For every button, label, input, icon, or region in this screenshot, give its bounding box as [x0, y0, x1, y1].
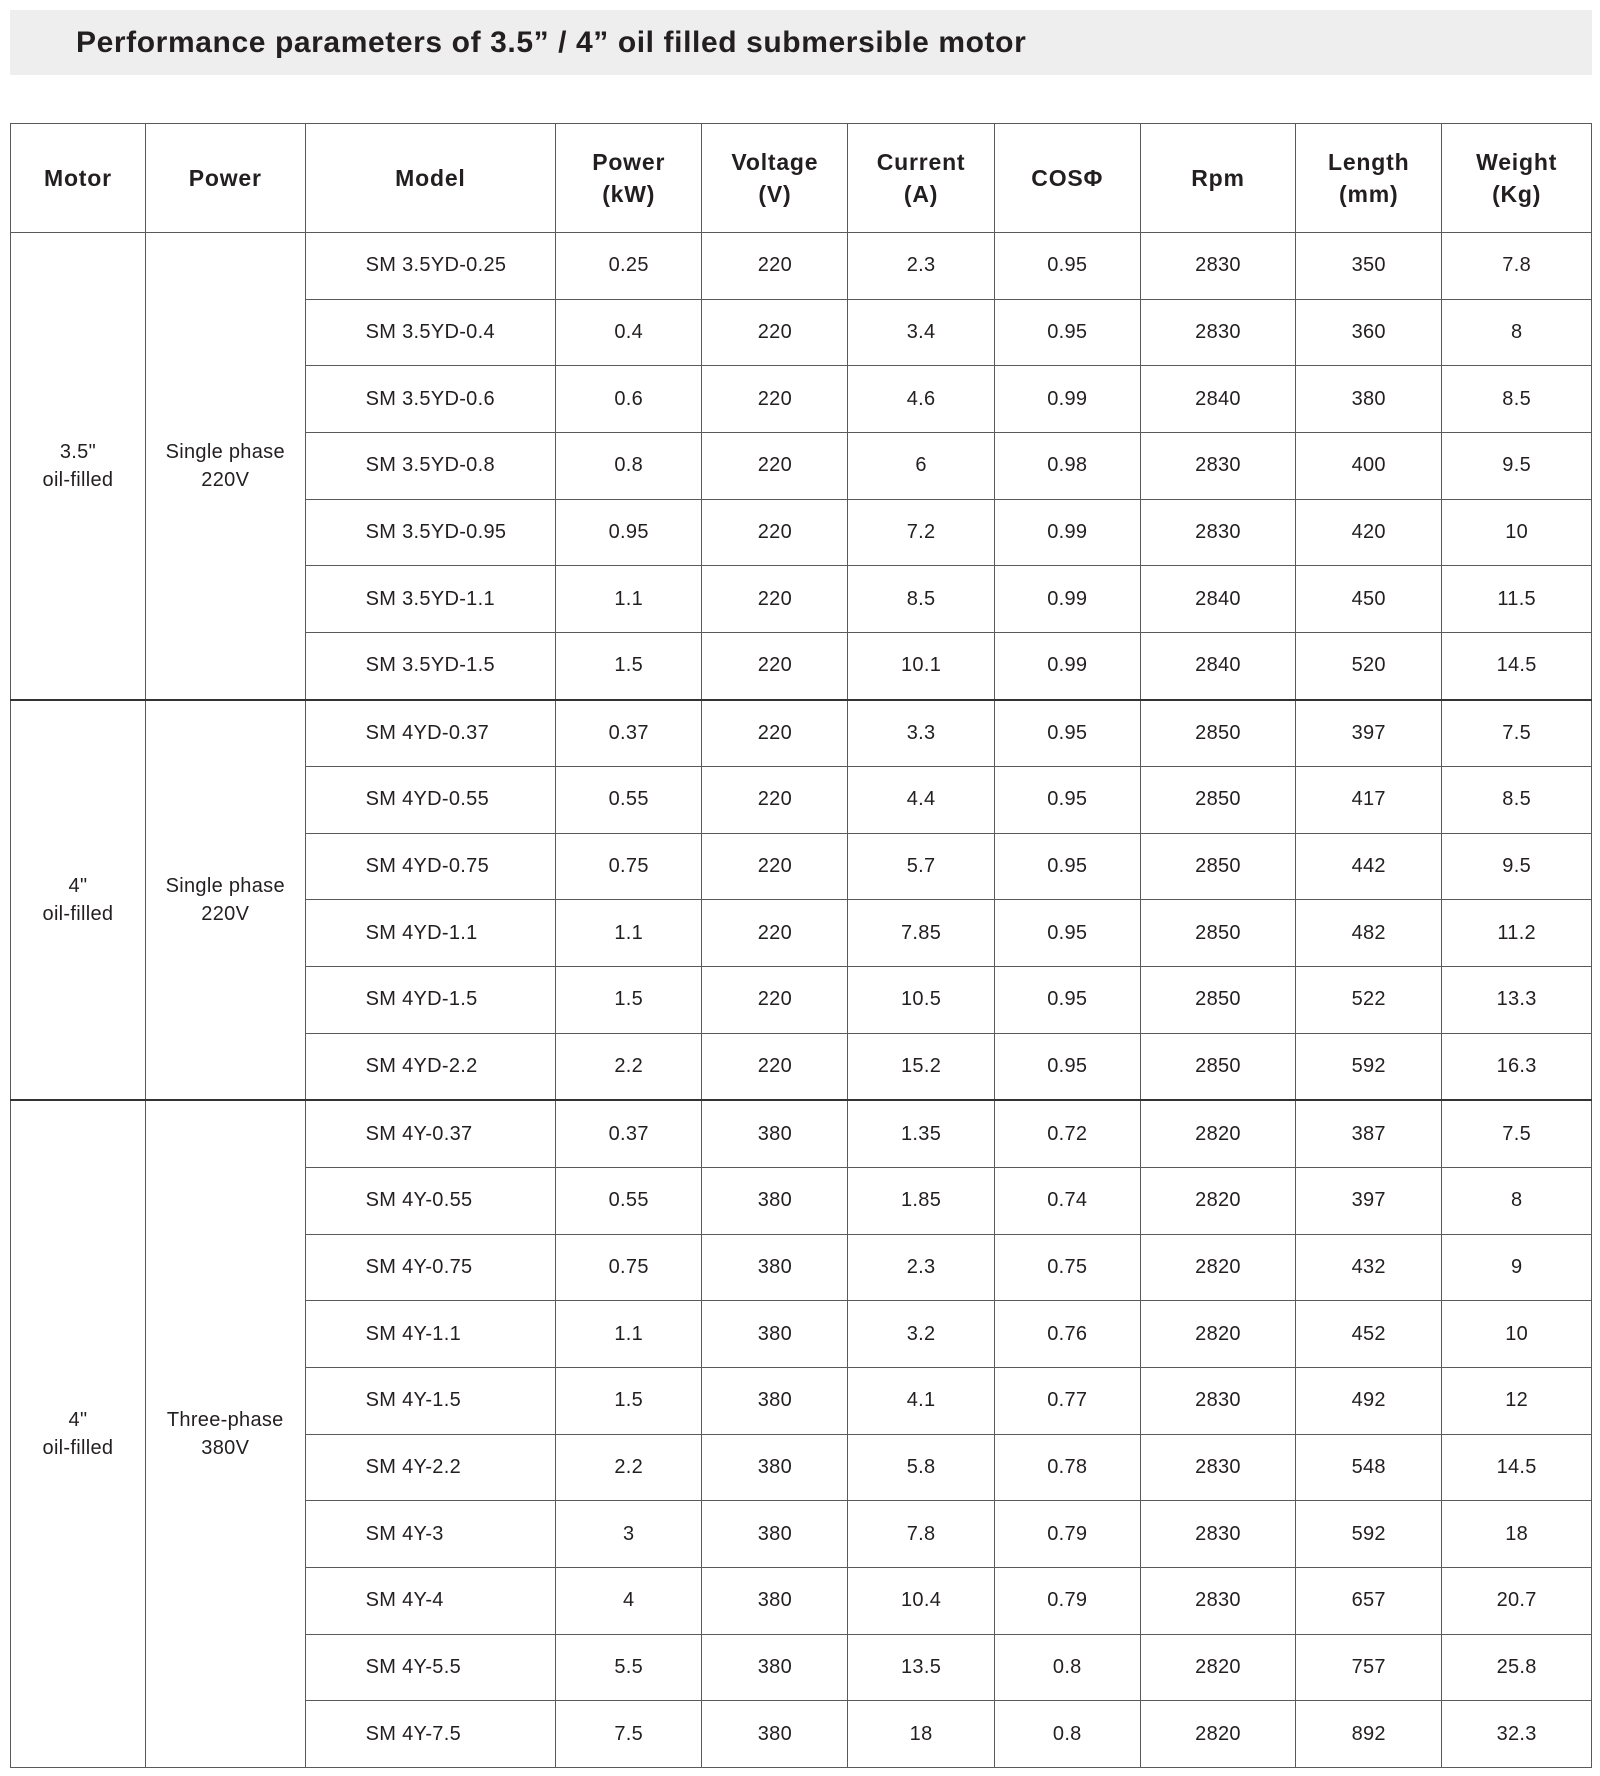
- cos-phi-cell: 0.99: [994, 632, 1140, 699]
- power-kw-cell: 1.1: [556, 566, 702, 633]
- cos-phi-cell: 0.8: [994, 1634, 1140, 1701]
- power-kw-cell: 0.75: [556, 833, 702, 900]
- current-cell: 10.5: [848, 967, 994, 1034]
- voltage-cell: 380: [702, 1634, 848, 1701]
- weight-cell: 9.5: [1442, 833, 1592, 900]
- length-cell: 432: [1296, 1234, 1442, 1301]
- voltage-cell: 380: [702, 1301, 848, 1368]
- cos-phi-cell: 0.95: [994, 233, 1140, 300]
- current-cell: 15.2: [848, 1033, 994, 1100]
- cos-phi-cell: 0.98: [994, 432, 1140, 499]
- voltage-cell: 220: [702, 366, 848, 433]
- power-supply-cell: Single phase 220V: [145, 233, 305, 700]
- cos-phi-cell: 0.99: [994, 499, 1140, 566]
- rpm-cell: 2830: [1140, 233, 1295, 300]
- current-cell: 4.1: [848, 1367, 994, 1434]
- rpm-cell: 2840: [1140, 632, 1295, 699]
- current-cell: 6: [848, 432, 994, 499]
- power-kw-cell: 0.25: [556, 233, 702, 300]
- length-cell: 400: [1296, 432, 1442, 499]
- length-cell: 387: [1296, 1100, 1442, 1167]
- model-cell: SM 3.5YD-1.1: [305, 566, 555, 633]
- rpm-cell: 2850: [1140, 700, 1295, 767]
- length-cell: 657: [1296, 1567, 1442, 1634]
- length-cell: 350: [1296, 233, 1442, 300]
- voltage-cell: 380: [702, 1367, 848, 1434]
- voltage-cell: 220: [702, 432, 848, 499]
- current-cell: 3.4: [848, 299, 994, 366]
- rpm-cell: 2850: [1140, 900, 1295, 967]
- voltage-cell: 220: [702, 900, 848, 967]
- motor-type-cell: 4" oil-filled: [11, 700, 146, 1101]
- model-cell: SM 4Y-5.5: [305, 1634, 555, 1701]
- length-cell: 592: [1296, 1501, 1442, 1568]
- current-cell: 10.4: [848, 1567, 994, 1634]
- rpm-cell: 2820: [1140, 1634, 1295, 1701]
- weight-cell: 7.5: [1442, 1100, 1592, 1167]
- weight-cell: 8.5: [1442, 366, 1592, 433]
- power-kw-cell: 2.2: [556, 1033, 702, 1100]
- voltage-cell: 380: [702, 1434, 848, 1501]
- current-cell: 5.8: [848, 1434, 994, 1501]
- voltage-cell: 220: [702, 499, 848, 566]
- current-cell: 8.5: [848, 566, 994, 633]
- current-cell: 3.2: [848, 1301, 994, 1368]
- weight-cell: 7.5: [1442, 700, 1592, 767]
- power-kw-cell: 0.75: [556, 1234, 702, 1301]
- model-cell: SM 4YD-1.1: [305, 900, 555, 967]
- power-kw-cell: 0.55: [556, 1168, 702, 1235]
- cos-phi-cell: 0.95: [994, 1033, 1140, 1100]
- cos-phi-cell: 0.95: [994, 299, 1140, 366]
- power-kw-cell: 3: [556, 1501, 702, 1568]
- cos-phi-cell: 0.74: [994, 1168, 1140, 1235]
- model-cell: SM 4Y-1.5: [305, 1367, 555, 1434]
- table-body: [11, 233, 1592, 1768]
- model-cell: SM 3.5YD-0.8: [305, 432, 555, 499]
- model-cell: SM 4Y-0.75: [305, 1234, 555, 1301]
- cos-phi-cell: 0.95: [994, 900, 1140, 967]
- page-title: Performance parameters of 3.5” / 4” oil filled submersible motor: [76, 25, 1027, 59]
- voltage-cell: 220: [702, 833, 848, 900]
- weight-cell: 12: [1442, 1367, 1592, 1434]
- weight-cell: 16.3: [1442, 1033, 1592, 1100]
- header-cos-phi: COSΦ: [994, 124, 1140, 233]
- power-kw-cell: 0.8: [556, 432, 702, 499]
- voltage-cell: 220: [702, 566, 848, 633]
- rpm-cell: 2850: [1140, 967, 1295, 1034]
- voltage-cell: 380: [702, 1567, 848, 1634]
- motor-type-cell: 4" oil-filled: [11, 1100, 146, 1767]
- length-cell: 592: [1296, 1033, 1442, 1100]
- current-cell: 3.3: [848, 700, 994, 767]
- current-cell: 18: [848, 1701, 994, 1768]
- model-cell: SM 4YD-2.2: [305, 1033, 555, 1100]
- power-kw-cell: 0.55: [556, 767, 702, 834]
- power-kw-cell: 1.5: [556, 967, 702, 1034]
- length-cell: 397: [1296, 1168, 1442, 1235]
- voltage-cell: 380: [702, 1501, 848, 1568]
- voltage-cell: 380: [702, 1701, 848, 1768]
- cos-phi-cell: 0.95: [994, 967, 1140, 1034]
- length-cell: 522: [1296, 967, 1442, 1034]
- model-cell: SM 4Y-7.5: [305, 1701, 555, 1768]
- weight-cell: 11.5: [1442, 566, 1592, 633]
- rpm-cell: 2820: [1140, 1301, 1295, 1368]
- model-cell: SM 4YD-0.55: [305, 767, 555, 834]
- weight-cell: 9: [1442, 1234, 1592, 1301]
- header-voltage: Voltage (V): [702, 124, 848, 233]
- header-length: Length (mm): [1296, 124, 1442, 233]
- cos-phi-cell: 0.77: [994, 1367, 1140, 1434]
- length-cell: 520: [1296, 632, 1442, 699]
- power-kw-cell: 1.1: [556, 1301, 702, 1368]
- model-cell: SM 3.5YD-0.6: [305, 366, 555, 433]
- length-cell: 452: [1296, 1301, 1442, 1368]
- cos-phi-cell: 0.76: [994, 1301, 1140, 1368]
- cos-phi-cell: 0.78: [994, 1434, 1140, 1501]
- model-cell: SM 4YD-0.75: [305, 833, 555, 900]
- header-current: Current (A): [848, 124, 994, 233]
- rpm-cell: 2850: [1140, 1033, 1295, 1100]
- power-kw-cell: 0.37: [556, 700, 702, 767]
- length-cell: 420: [1296, 499, 1442, 566]
- model-cell: SM 3.5YD-0.4: [305, 299, 555, 366]
- weight-cell: 10: [1442, 499, 1592, 566]
- length-cell: 450: [1296, 566, 1442, 633]
- current-cell: 2.3: [848, 1234, 994, 1301]
- current-cell: 7.85: [848, 900, 994, 967]
- voltage-cell: 380: [702, 1100, 848, 1167]
- header-weight: Weight (Kg): [1442, 124, 1592, 233]
- length-cell: 442: [1296, 833, 1442, 900]
- rpm-cell: 2850: [1140, 833, 1295, 900]
- length-cell: 417: [1296, 767, 1442, 834]
- length-cell: 757: [1296, 1634, 1442, 1701]
- rpm-cell: 2850: [1140, 767, 1295, 834]
- model-cell: SM 3.5YD-0.95: [305, 499, 555, 566]
- length-cell: 482: [1296, 900, 1442, 967]
- voltage-cell: 220: [702, 700, 848, 767]
- power-supply-cell: Single phase 220V: [145, 700, 305, 1101]
- weight-cell: 8: [1442, 299, 1592, 366]
- weight-cell: 11.2: [1442, 900, 1592, 967]
- rpm-cell: 2830: [1140, 1501, 1295, 1568]
- current-cell: 7.8: [848, 1501, 994, 1568]
- weight-cell: 25.8: [1442, 1634, 1592, 1701]
- weight-cell: 18: [1442, 1501, 1592, 1568]
- voltage-cell: 220: [702, 1033, 848, 1100]
- rpm-cell: 2830: [1140, 299, 1295, 366]
- weight-cell: 14.5: [1442, 632, 1592, 699]
- power-kw-cell: 0.95: [556, 499, 702, 566]
- header-row: [11, 124, 1592, 233]
- length-cell: 892: [1296, 1701, 1442, 1768]
- power-kw-cell: 1.5: [556, 1367, 702, 1434]
- voltage-cell: 220: [702, 299, 848, 366]
- model-cell: SM 4Y-4: [305, 1567, 555, 1634]
- rpm-cell: 2820: [1140, 1234, 1295, 1301]
- current-cell: 7.2: [848, 499, 994, 566]
- current-cell: 4.6: [848, 366, 994, 433]
- power-kw-cell: 1.1: [556, 900, 702, 967]
- header-power-kw: Power (kW): [556, 124, 702, 233]
- rpm-cell: 2820: [1140, 1701, 1295, 1768]
- model-cell: SM 4YD-0.37: [305, 700, 555, 767]
- weight-cell: 20.7: [1442, 1567, 1592, 1634]
- current-cell: 5.7: [848, 833, 994, 900]
- power-supply-cell: Three-phase 380V: [145, 1100, 305, 1767]
- rpm-cell: 2820: [1140, 1168, 1295, 1235]
- header-rpm: Rpm: [1140, 124, 1295, 233]
- rpm-cell: 2830: [1140, 1567, 1295, 1634]
- performance-table: [10, 123, 1592, 1768]
- current-cell: 2.3: [848, 233, 994, 300]
- rpm-cell: 2830: [1140, 499, 1295, 566]
- model-cell: SM 3.5YD-0.25: [305, 233, 555, 300]
- rpm-cell: 2830: [1140, 432, 1295, 499]
- motor-type-cell: 3.5" oil-filled: [11, 233, 146, 700]
- length-cell: 397: [1296, 700, 1442, 767]
- power-kw-cell: 0.37: [556, 1100, 702, 1167]
- voltage-cell: 220: [702, 767, 848, 834]
- voltage-cell: 380: [702, 1168, 848, 1235]
- header-power: Power: [145, 124, 305, 233]
- voltage-cell: 220: [702, 632, 848, 699]
- rpm-cell: 2840: [1140, 566, 1295, 633]
- cos-phi-cell: 0.72: [994, 1100, 1140, 1167]
- header-motor: Motor: [11, 124, 146, 233]
- cos-phi-cell: 0.99: [994, 566, 1140, 633]
- model-cell: SM 3.5YD-1.5: [305, 632, 555, 699]
- rpm-cell: 2830: [1140, 1367, 1295, 1434]
- weight-cell: 8: [1442, 1168, 1592, 1235]
- model-cell: SM 4Y-0.55: [305, 1168, 555, 1235]
- cos-phi-cell: 0.95: [994, 833, 1140, 900]
- length-cell: 360: [1296, 299, 1442, 366]
- model-cell: SM 4Y-0.37: [305, 1100, 555, 1167]
- weight-cell: 8.5: [1442, 767, 1592, 834]
- current-cell: 10.1: [848, 632, 994, 699]
- rpm-cell: 2840: [1140, 366, 1295, 433]
- model-cell: SM 4Y-2.2: [305, 1434, 555, 1501]
- voltage-cell: 380: [702, 1234, 848, 1301]
- power-kw-cell: 2.2: [556, 1434, 702, 1501]
- weight-cell: 32.3: [1442, 1701, 1592, 1768]
- cos-phi-cell: 0.8: [994, 1701, 1140, 1768]
- weight-cell: 9.5: [1442, 432, 1592, 499]
- current-cell: 1.85: [848, 1168, 994, 1235]
- title-bar: [10, 10, 1592, 75]
- model-cell: SM 4Y-3: [305, 1501, 555, 1568]
- model-cell: SM 4YD-1.5: [305, 967, 555, 1034]
- rpm-cell: 2820: [1140, 1100, 1295, 1167]
- table-row: [11, 233, 1592, 300]
- weight-cell: 13.3: [1442, 967, 1592, 1034]
- rpm-cell: 2830: [1140, 1434, 1295, 1501]
- power-kw-cell: 1.5: [556, 632, 702, 699]
- power-kw-cell: 5.5: [556, 1634, 702, 1701]
- length-cell: 548: [1296, 1434, 1442, 1501]
- cos-phi-cell: 0.79: [994, 1501, 1140, 1568]
- header-model: Model: [305, 124, 555, 233]
- weight-cell: 7.8: [1442, 233, 1592, 300]
- weight-cell: 14.5: [1442, 1434, 1592, 1501]
- voltage-cell: 220: [702, 233, 848, 300]
- table-row: [11, 1100, 1592, 1167]
- cos-phi-cell: 0.99: [994, 366, 1140, 433]
- cos-phi-cell: 0.95: [994, 700, 1140, 767]
- current-cell: 1.35: [848, 1100, 994, 1167]
- weight-cell: 10: [1442, 1301, 1592, 1368]
- cos-phi-cell: 0.79: [994, 1567, 1140, 1634]
- power-kw-cell: 0.4: [556, 299, 702, 366]
- current-cell: 4.4: [848, 767, 994, 834]
- current-cell: 13.5: [848, 1634, 994, 1701]
- length-cell: 492: [1296, 1367, 1442, 1434]
- length-cell: 380: [1296, 366, 1442, 433]
- table-row: [11, 700, 1592, 767]
- power-kw-cell: 7.5: [556, 1701, 702, 1768]
- model-cell: SM 4Y-1.1: [305, 1301, 555, 1368]
- cos-phi-cell: 0.75: [994, 1234, 1140, 1301]
- voltage-cell: 220: [702, 967, 848, 1034]
- power-kw-cell: 0.6: [556, 366, 702, 433]
- power-kw-cell: 4: [556, 1567, 702, 1634]
- cos-phi-cell: 0.95: [994, 767, 1140, 834]
